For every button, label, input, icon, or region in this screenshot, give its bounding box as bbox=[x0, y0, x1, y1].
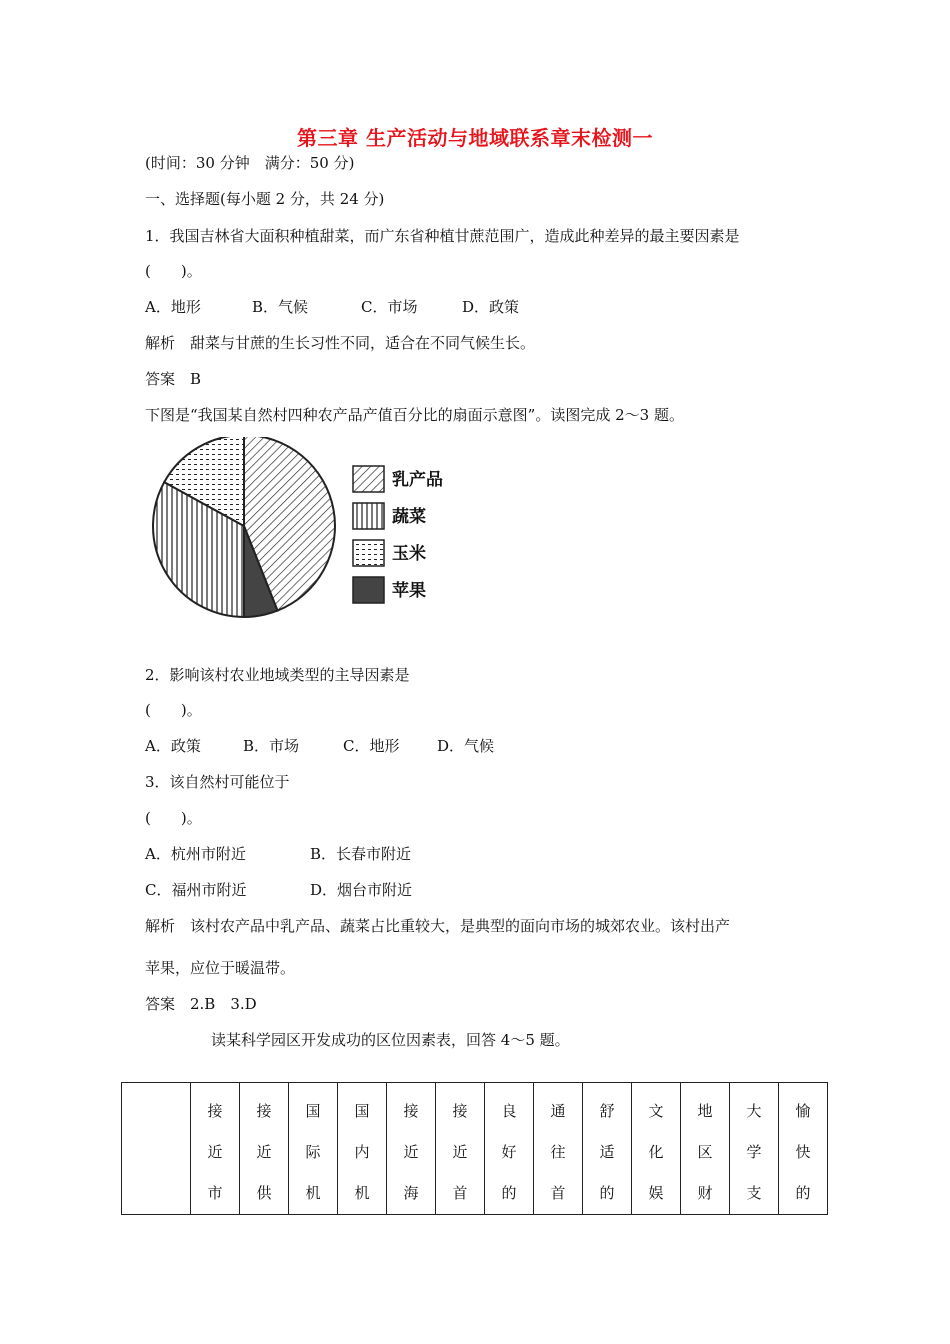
figure-intro: 下图是“我国某自然村四种农产品产值百分比的扇面示意图”。读图完成 2～3 题。 bbox=[145, 406, 684, 424]
question-2-stem: 2．影响该村农业地域类型的主导因素是 bbox=[145, 666, 410, 684]
question-3-stem: 3．该自然村可能位于 bbox=[145, 773, 290, 791]
q3-analysis-line2: 苹果，应位于暖温带。 bbox=[145, 959, 296, 977]
table-header-cell: 国 际 机 bbox=[289, 1083, 338, 1215]
q1-option-d: D．政策 bbox=[462, 298, 520, 316]
q3-option-a: A．杭州市附近 bbox=[145, 845, 246, 863]
legend-swatch-vegetable bbox=[353, 503, 384, 529]
table-header-cell: 愉 快 的 bbox=[779, 1083, 828, 1215]
question-1-stem: 1．我国吉林省大面积种植甜菜，而广东省种植甘蔗范围广，造成此种差异的最主要因素是 bbox=[145, 227, 740, 245]
section-heading: 一、选择题(每小题 2 分，共 24 分) bbox=[145, 190, 385, 208]
table-header-cell: 接 近 供 bbox=[240, 1083, 289, 1215]
q1-option-b: B．气候 bbox=[252, 298, 309, 316]
q3-analysis-line1: 解析 该村农产品中乳产品、蔬菜占比重较大，是典型的面向市场的城郊农业。该村出产 bbox=[145, 917, 731, 935]
q3-answer: 答案 2.B 3.D bbox=[145, 995, 257, 1013]
table-header-cell: 地 区 财 bbox=[681, 1083, 730, 1215]
q3-option-c: C．福州市附近 bbox=[145, 881, 247, 899]
q2-option-c: C．地形 bbox=[343, 737, 400, 755]
legend-label-corn: 玉米 bbox=[392, 544, 426, 564]
table-header-cell: 文 化 娱 bbox=[632, 1083, 681, 1215]
q3-option-b: B．长春市附近 bbox=[310, 845, 412, 863]
q1-option-c: C．市场 bbox=[361, 298, 418, 316]
q1-option-a: A．地形 bbox=[145, 298, 201, 316]
question-3-paren: ( )。 bbox=[145, 809, 202, 827]
q3-option-d: D．烟台市附近 bbox=[310, 881, 413, 899]
exam-meta: (时间：30 分钟 满分：50 分) bbox=[145, 154, 355, 172]
legend-label-dairy: 乳产品 bbox=[392, 470, 443, 490]
q2-option-d: D．气候 bbox=[437, 737, 495, 755]
q2-option-b: B．市场 bbox=[243, 737, 300, 755]
page-title: 第三章 生产活动与地域联系章末检测一 bbox=[297, 126, 653, 150]
table-header-cell: 通 往 首 bbox=[534, 1083, 583, 1215]
q1-answer: 答案 B bbox=[145, 370, 202, 388]
pie-chart bbox=[145, 437, 465, 637]
table-header-cell: 接 近 海 bbox=[387, 1083, 436, 1215]
table-header-cell: 舒 适 的 bbox=[583, 1083, 632, 1215]
table-header-cell: 良 好 的 bbox=[485, 1083, 534, 1215]
table-header-cell: 接 近 市 bbox=[191, 1083, 240, 1215]
table-corner-cell bbox=[122, 1083, 191, 1215]
q1-analysis: 解析 甜菜与甘蔗的生长习性不同，适合在不同气候生长。 bbox=[145, 334, 536, 352]
question-2-paren: ( )。 bbox=[145, 701, 202, 719]
table-header-cell: 接 近 首 bbox=[436, 1083, 485, 1215]
table-header-cell: 大 学 支 bbox=[730, 1083, 779, 1215]
q2-option-a: A．政策 bbox=[145, 737, 201, 755]
legend-swatch-dairy bbox=[353, 466, 384, 492]
legend-label-vegetable: 蔬菜 bbox=[392, 507, 426, 527]
location-factor-table bbox=[121, 1082, 828, 1215]
legend-label-apple: 苹果 bbox=[392, 581, 426, 601]
legend-swatch-apple bbox=[353, 577, 384, 603]
table-header-cell: 国 内 机 bbox=[338, 1083, 387, 1215]
table-row bbox=[122, 1083, 828, 1215]
table-intro: 读某科学园区开发成功的区位因素表，回答 4～5 题。 bbox=[211, 1031, 570, 1049]
question-1-paren: ( )。 bbox=[145, 262, 202, 280]
legend-swatch-corn bbox=[353, 540, 384, 566]
